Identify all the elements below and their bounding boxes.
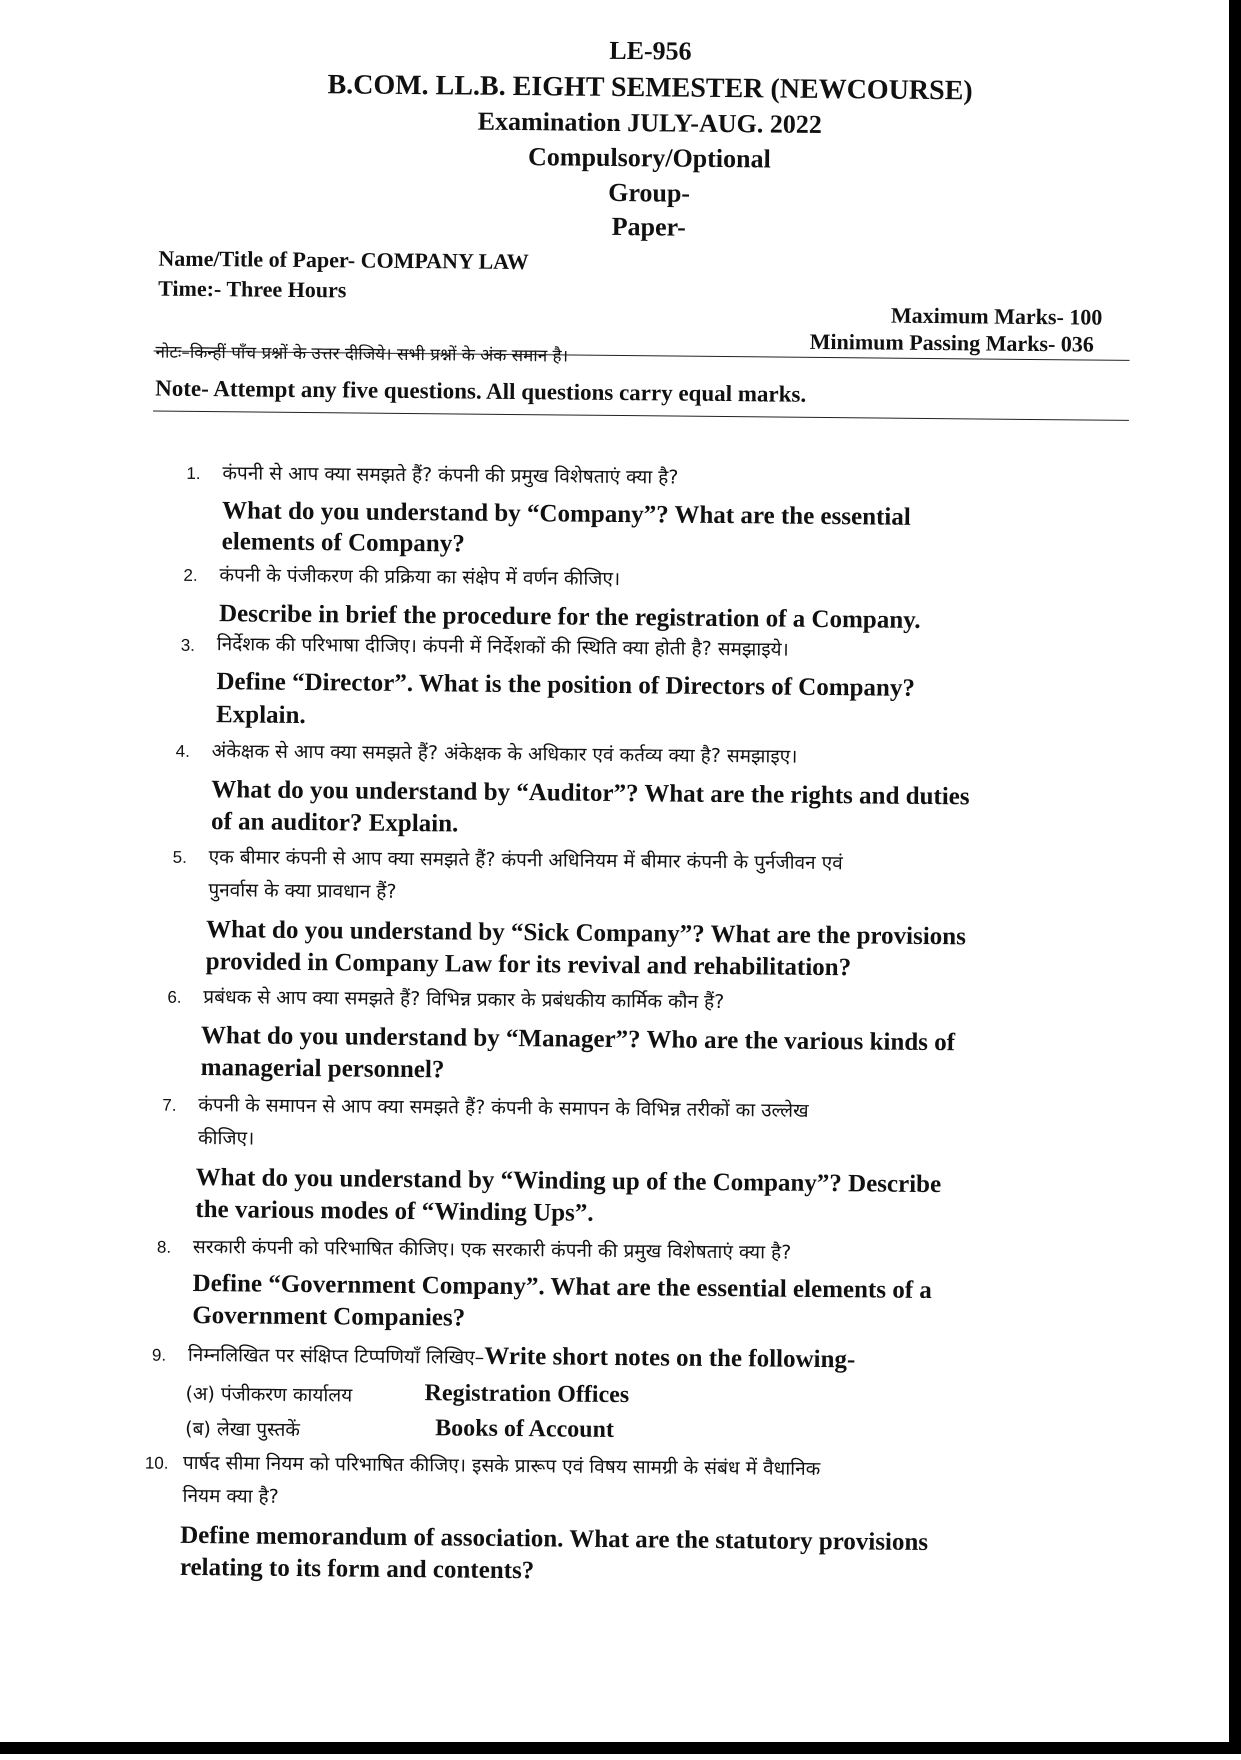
maximum-marks: Maximum Marks- 100 (890, 302, 1103, 330)
minimum-passing-marks: Minimum Passing Marks- 036 (809, 328, 1094, 357)
sub-question-english: Registration Offices (424, 1380, 630, 1409)
question-hindi-line: कंपनी के पंजीकरण की प्रक्रिया का संक्षेप में वर्णन कीजिए। (219, 564, 621, 591)
question-number: 9. (151, 1345, 167, 1365)
question-english-line: What do you understand by “Auditor”? What are the rights and duties (211, 776, 970, 811)
question-english-line: managerial personnel? (200, 1054, 445, 1084)
question-english-line: relating to its form and contents? (179, 1553, 535, 1585)
course-title: B.COM. LL.B. EIGHT SEMESTER (NEWCOURSE) (327, 69, 973, 107)
exam-session: Examination JULY-AUG. 2022 (477, 106, 822, 139)
question-english-line: Describe in brief the procedure for the registration of a Company. (218, 600, 921, 634)
sub-question-hindi: (ब) लेखा पुस्तकें (185, 1417, 301, 1441)
question-hindi-line: एक बीमार कंपनी से आप क्या समझते हैं? कंपनी अधिनियम में बीमार कंपनी के पुर्नजीवन एवं (208, 846, 843, 875)
question-english-line: What do you understand by “Sick Company”? What are the provisions (205, 916, 967, 951)
sub-question-hindi: (अ) पंजीकरण कार्यालय (185, 1382, 353, 1407)
question-hindi-line: कंपनी के समापन से आप क्या समझते हैं? कंपनी के समापन के विभिन्न तरीकों का उल्लेख (198, 1093, 809, 1122)
question-hindi-line: कंपनी से आप क्या समझते हैं? कंपनी की प्रमुख विशेषताएं क्या है? (222, 462, 679, 489)
question-hindi-line: प्रबंधक से आप क्या समझते हैं? विभिन्न प्रकार के प्रबंधकीय कार्मिक कौन हैं? (203, 986, 725, 1014)
question-hindi-line: निर्देशक की परिभाषा दीजिए। कंपनी में निर्देशकों की स्थिति क्या होती है? समझाइये। (216, 633, 789, 661)
question-hindi-line: अंकेक्षक से आप क्या समझते हैं? अंकेक्षक के अधिकार एवं कर्तव्य क्या है? समझाइए। (211, 740, 798, 768)
question-english-line: What do you understand by “Winding up of the Company”? Describe (195, 1163, 942, 1199)
note-english: Note- Attempt any five questions. All questions carry equal marks. (155, 375, 807, 407)
question-number: 2. (183, 565, 198, 585)
question-number: 6. (167, 987, 182, 1007)
paper-label: Paper- (611, 211, 686, 242)
question-english-line: of an auditor? Explain. (210, 808, 459, 838)
question-english-line: the various modes of “Winding Ups”. (195, 1195, 594, 1227)
note-hindi: नोटः–किन्हीं पाँच प्रश्नों के उत्तर दीजिये। सभी प्रश्नों के अंक समान है। (155, 342, 569, 367)
question-number: 7. (162, 1095, 177, 1115)
question-number: 3. (180, 635, 196, 655)
question-hindi-line: पुनर्वास के क्या प्रावधान हैं? (208, 879, 397, 903)
question-english-line: Define memorandum of association. What are the statutory provisions (180, 1521, 929, 1557)
question-english-line: provided in Company Law for its revival and rehabilitation? (205, 948, 852, 982)
question-english-line: Explain. (215, 701, 306, 730)
question-hindi-line: पार्षद सीमा नियम को परिभाषित कीजिए। इसके प्रारूप एवं विषय सामग्री के संबंध में वैधानिक (182, 1451, 821, 1480)
group-label: Group- (608, 177, 691, 208)
question-english-line: Write short notes on the following- (484, 1342, 856, 1374)
question-hindi-line: नियम क्या है? (182, 1484, 279, 1508)
question-number: 8. (156, 1237, 172, 1257)
paper-name: Name/Title of Paper- COMPANY LAW (158, 245, 529, 275)
question-english-line: Government Companies? (192, 1301, 466, 1332)
question-english-line: Define “Director”. What is the position of Directors of Company? (216, 668, 916, 702)
question-prompt (188, 1338, 856, 1375)
question-number: 10. (144, 1453, 169, 1473)
question-english-line: Define “Government Company”. What are the essential elements of a (192, 1269, 932, 1305)
question-number: 1. (186, 463, 201, 483)
scan-border-bottom (0, 1742, 1241, 1754)
paper-code: LE-956 (609, 35, 692, 66)
paper-type: Compulsory/Optional (527, 142, 771, 174)
sub-question-english: Books of Account (435, 1415, 615, 1444)
divider (153, 411, 1129, 421)
question-number: 5. (172, 847, 187, 867)
scan-border-right (1229, 0, 1241, 1754)
question-english-line: elements of Company? (221, 528, 465, 558)
question-hindi-line: सरकारी कंपनी को परिभाषित कीजिए। एक सरकारी कंपनी की प्रमुख विशेषताएं क्या है? (192, 1235, 792, 1264)
question-english-line: What do you understand by “Manager”? Who are the various kinds of (200, 1022, 956, 1057)
question-hindi-line: कीजिए। (197, 1126, 255, 1150)
question-english-line: What do you understand by “Company”? What are the essential (221, 497, 911, 531)
time-allowed: Time:- Three Hours (158, 275, 347, 303)
question-hindi-line: निम्नलिखित पर संक्षिप्त टिप्पणियाँ लिखिए– (187, 1343, 485, 1369)
question-number: 4. (175, 741, 191, 761)
